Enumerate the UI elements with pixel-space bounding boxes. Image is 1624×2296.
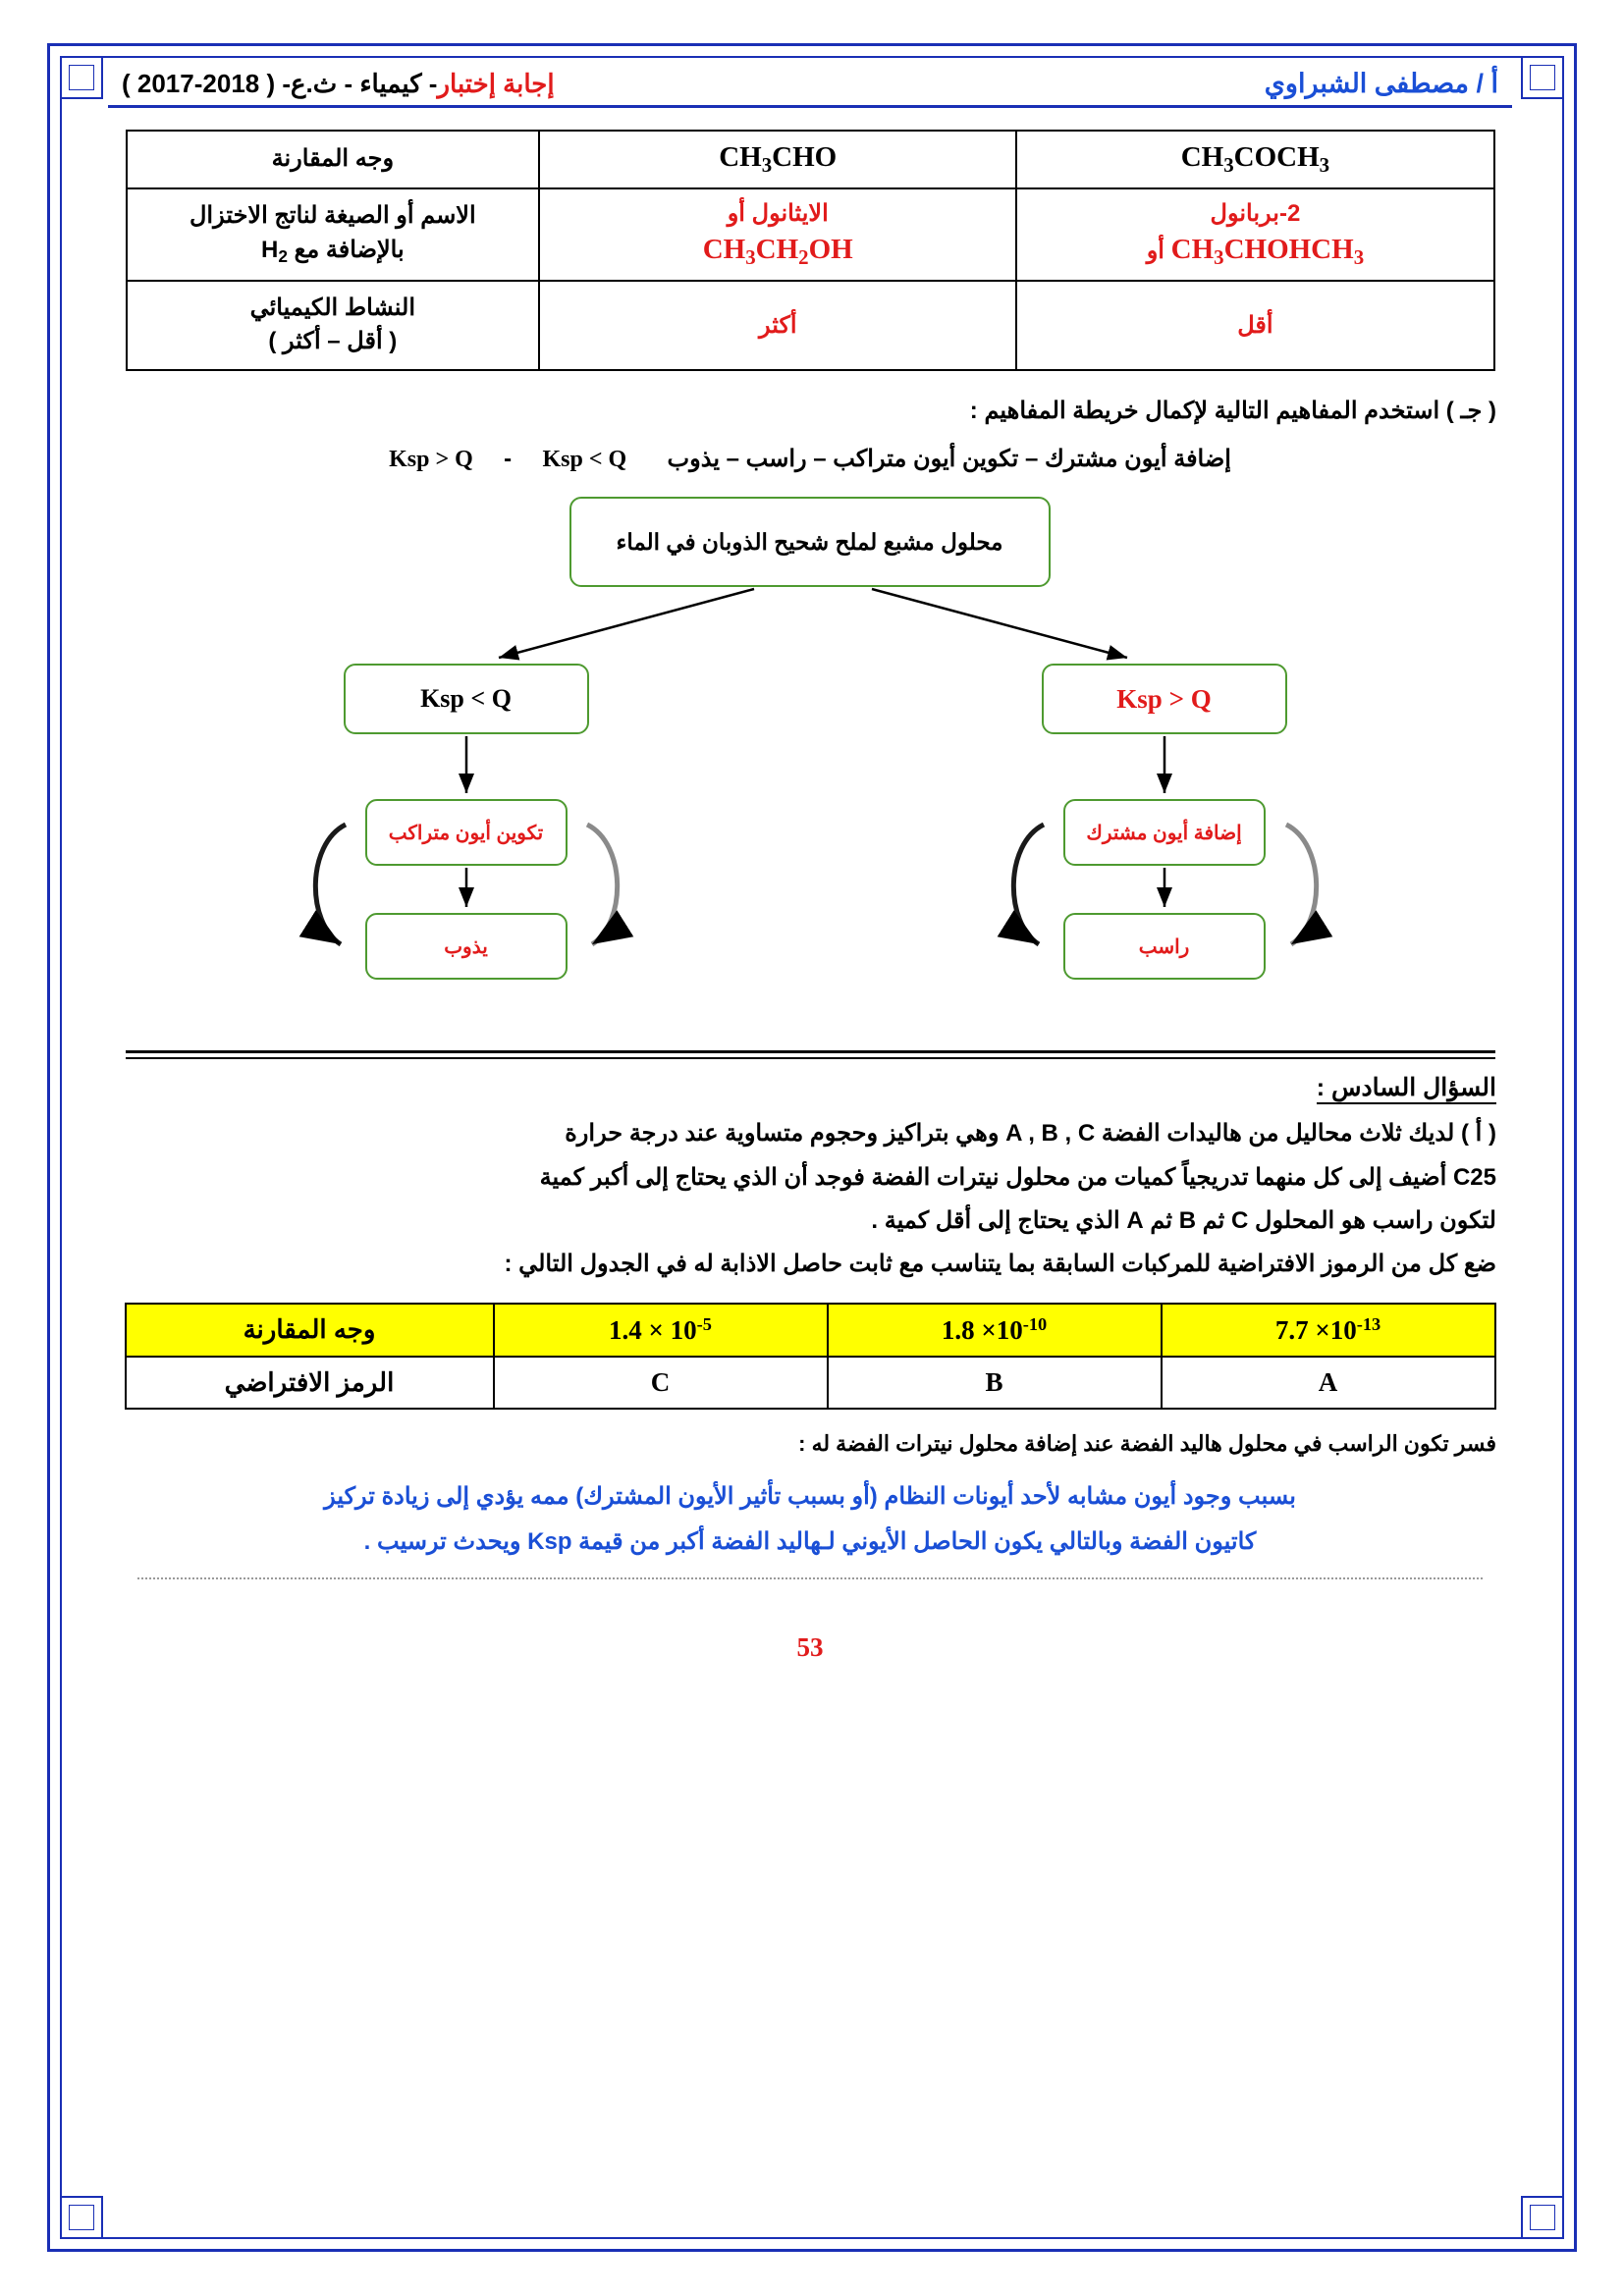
table-cell-header-acetone: $CH_3COCH_3$ [1016, 131, 1493, 188]
table-row [127, 188, 1494, 281]
concept-ksp-gt: Ksp > Q [389, 447, 473, 473]
page-content [108, 69, 1512, 2218]
ksp-symbol-3: A [1162, 1357, 1495, 1409]
header-title-prefix: إجابة إختبار [437, 69, 555, 98]
ksp-row-label-criterion: وجه المقارنة [126, 1304, 494, 1357]
table-row [127, 281, 1494, 371]
header-title-rest: - كيمياء - ث.ع- ( 2018-2017 ) [122, 69, 438, 98]
table-row [126, 1357, 1495, 1409]
question-c-prompt: ( جـ ) استخدم المفاهيم التالية لإكمال خريطة المفاهيم : [969, 398, 1496, 425]
table-cell-label-reduction: الاسم أو الصيغة لناتج الاختزال بالإضافة مع $H_2$ [127, 188, 540, 281]
ksp-value-2: $1.8 \times 10^{-10}$ [828, 1304, 1162, 1357]
question-six-part-a [124, 1112, 1496, 1287]
concept-node-complex-ion: تكوين أيون متراكب [365, 799, 568, 866]
question-six-line-2: C25 أضيف إلى كل منهما تدريجياً كميات من محلول نيترات الفضة فوجد أن الذي يحتاج إلى أكبر كمية [539, 1163, 1496, 1191]
explanation-question: فسر تكون الراسب في محلول هاليد الفضة عند إضافة محلول نيترات الفضة له : [798, 1431, 1496, 1457]
table-cell-header-acetaldehyde: $CH_3CHO$ [539, 131, 1016, 188]
question-six-title [124, 1073, 1496, 1102]
concept-node-common-ion: إضافة أيون مشترك [1063, 799, 1266, 866]
ksp-table [125, 1303, 1496, 1410]
ksp-row-label-symbol: الرمز الافتراضي [126, 1357, 494, 1409]
concept-node-saturated-solution: محلول مشبع لملح شحيح الذوبان في الماء [569, 497, 1051, 587]
ksp-value-1: $1.4 \times 10^{-5}$ [494, 1304, 828, 1357]
ksp-symbol-2: B [828, 1357, 1162, 1409]
table-cell-label-activity: النشاط الكيميائي ( أقل – أكثر ) [127, 281, 540, 371]
table-cell-reduction-acetaldehyde: الايثانول أو $CH_3CH_2OH$ [539, 188, 1016, 281]
question-six-line-3: لتكون راسب هو المحلول C ثم B ثم A الذي يحتاج إلى أقل كمية . [871, 1207, 1496, 1235]
ksp-value-3: $7.7 \times 10^{-13}$ [1162, 1304, 1495, 1357]
concept-ksp-lt: Ksp < Q [542, 447, 627, 473]
concept-node-ksp-greater: Ksp > Q [1042, 664, 1287, 734]
table-cell-header-criterion: وجه المقارنة [127, 131, 540, 188]
question-six-line-4: ضع كل من الرموز الافتراضية للمركبات السابقة بما يتناسب مع ثابت حاصل الاذابة له في الجدول التالي : [504, 1251, 1496, 1278]
section-divider [126, 1050, 1495, 1059]
corner-decoration-top-right [1521, 56, 1564, 99]
ksp-symbol-1: C [494, 1357, 828, 1409]
page-header [108, 69, 1512, 108]
concept-node-dissolves: يذوب [365, 913, 568, 980]
question-six-line-1: ( أ ) لديك ثلاث محاليل من هاليدات الفضة A , B , C وهي بتراكيز وحجوم متساوية عند درجة حرارة [565, 1120, 1496, 1148]
table-cell-activity-acetaldehyde: أكثر [539, 281, 1016, 371]
concept-node-precipitate: راسب [1063, 913, 1266, 980]
concepts-arabic: إضافة أيون مشترك – تكوين أيون متراكب – راسب – يذوب [667, 446, 1231, 473]
question-six-title-text: السؤال السادس : [1317, 1074, 1496, 1104]
explanation-answer-line-2: كاتيون الفضة وبالتالي يكون الحاصل الأيوني لـهاليد الفضة أكبر من قيمة Ksp ويحدث ترسيب . [363, 1527, 1257, 1555]
corner-decoration-bottom-right [1521, 2196, 1564, 2239]
page-number: 53 [796, 1632, 824, 1663]
header-author: ‏أ / مصطفى الشبراوي [1264, 69, 1498, 98]
comparison-table [126, 130, 1495, 371]
corner-decoration-top-left [60, 56, 103, 99]
table-row [127, 131, 1494, 188]
explanation-answer-line-1: بسبب وجود أيون مشابه لأحد أيونات النظام (أو بسبب تأثير الأيون المشترك) ممه يؤدي إلى زيادة تركيز [324, 1483, 1296, 1511]
question-c-concepts [108, 445, 1512, 473]
table-cell-reduction-acetone: 2-بربانول $CH_3CHOHCH_3$ أو [1016, 188, 1493, 281]
concept-map [126, 491, 1495, 1041]
table-cell-activity-acetone: أقل [1016, 281, 1493, 371]
concept-separator-1: - [504, 446, 513, 473]
corner-decoration-bottom-left [60, 2196, 103, 2239]
table-row [126, 1304, 1495, 1357]
concept-node-ksp-less: Ksp < Q [344, 664, 589, 734]
explanation-answer [134, 1474, 1487, 1564]
dotted-divider [137, 1577, 1483, 1579]
header-title [122, 69, 555, 99]
